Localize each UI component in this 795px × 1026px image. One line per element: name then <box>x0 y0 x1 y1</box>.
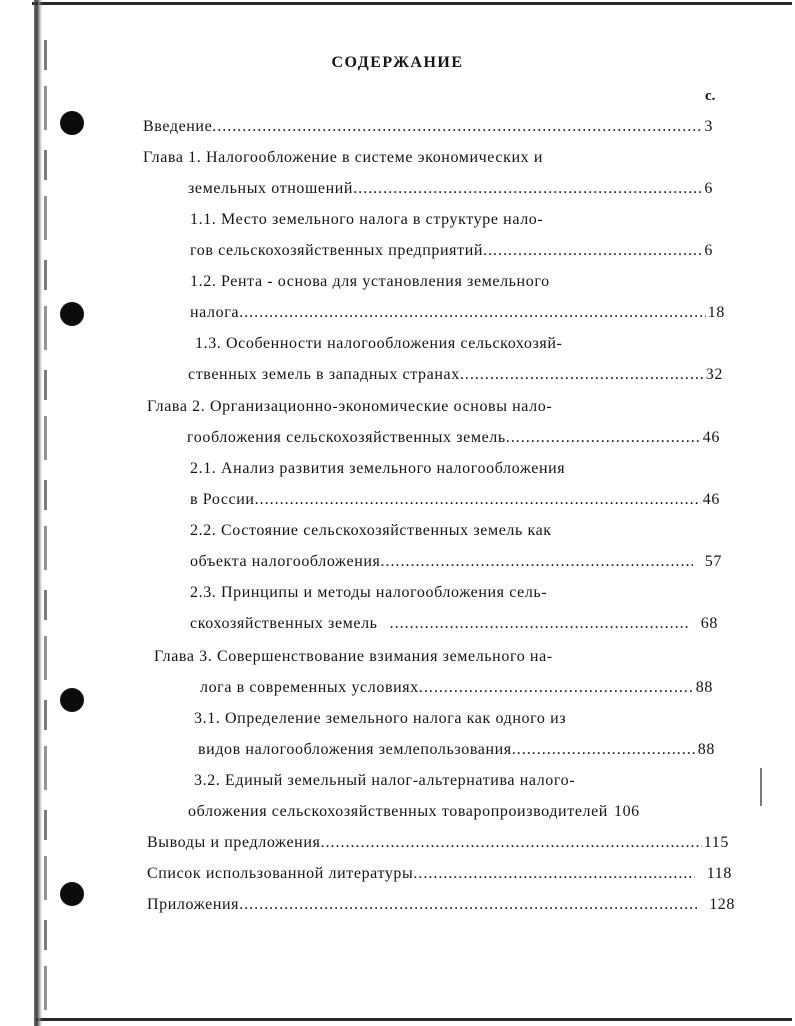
toc-entry-title-cont: гов сельскохозяйственных предприятий <box>190 242 484 259</box>
toc-entry-title: 1.1. Место земельного налога в структуре нало- <box>190 211 544 228</box>
toc-entry-title: Глава 2. Организационно-экономические основы нало- <box>147 398 553 415</box>
toc-page-number: 128 <box>709 896 735 913</box>
toc-page-number: 118 <box>706 865 732 882</box>
toc-entry <box>187 427 720 449</box>
toc-entry-title-cont: в России <box>190 491 255 508</box>
toc-entry-title: 3.1. Определение земельного налога как одного из <box>194 710 567 727</box>
toc-entry <box>147 894 735 916</box>
toc-entry <box>143 116 713 138</box>
toc-entry-title: 1.2. Рента - основа для установления земельного <box>190 273 550 290</box>
leader-dots <box>413 863 694 885</box>
leader-dots <box>353 178 702 200</box>
toc-entry-title: Введение <box>143 118 213 135</box>
toc-page-number: 46 <box>702 491 720 508</box>
punch-hole <box>60 688 84 712</box>
toc-entry-title-cont: видов налогообложения землепользования <box>198 741 512 758</box>
toc-page-number: 6 <box>704 242 713 259</box>
leader-dots <box>255 489 701 511</box>
page-column-label: с. <box>705 88 716 104</box>
leader-dots <box>239 894 697 916</box>
toc-entry <box>147 863 732 885</box>
leader-dots <box>512 739 696 761</box>
toc-page-number: 88 <box>695 679 713 696</box>
page-title: СОДЕРЖАНИЕ <box>331 54 464 71</box>
scan-mark <box>760 768 762 806</box>
toc-entry <box>190 551 722 573</box>
toc-page-number: 32 <box>705 366 723 383</box>
punch-hole <box>60 302 84 326</box>
toc-entry <box>147 832 729 854</box>
scan-bottom-edge <box>36 1018 792 1021</box>
toc-entry <box>198 739 715 761</box>
toc-entry <box>190 240 713 262</box>
leader-dots <box>212 116 702 138</box>
toc-entry <box>190 613 718 635</box>
toc-entry-title: 2.3. Принципы и методы налогообложения сель- <box>190 584 548 601</box>
toc-entry-title-cont: гообложения сельскохозяйственных земель <box>187 429 506 446</box>
toc-entry-title: Глава 3. Совершенствование взимания земельного на- <box>154 648 553 665</box>
leader-dots <box>320 832 701 854</box>
toc-entry-title: Список использованной литературы <box>147 865 414 882</box>
toc-entry-title: Приложения <box>147 896 240 913</box>
punch-hole <box>60 111 84 135</box>
leader-dots <box>419 677 694 699</box>
toc-entry-title: 2.2. Состояние сельскохозяйственных земель как <box>190 522 552 539</box>
toc-entry-title-cont: обложения сельскохозяйственных товаропроизводителей <box>188 803 608 820</box>
toc-entry-title: 2.1. Анализ развития земельного налогообложения <box>190 460 566 477</box>
leader-dots <box>390 613 689 635</box>
scan-binding-marks <box>44 40 47 1020</box>
scan-left-edge <box>34 0 42 1026</box>
toc-entry <box>190 302 725 324</box>
punch-hole <box>60 882 84 906</box>
toc-entry-title-cont: объекта налогообложения <box>190 553 381 570</box>
toc-page-number: 6 <box>704 180 713 197</box>
toc-page-number: 46 <box>702 429 720 446</box>
toc-entry <box>188 801 733 823</box>
toc-entry-title-cont: лога в современных условиях <box>200 679 419 696</box>
toc-entry <box>190 489 720 511</box>
toc-entry-title-cont: земельных отношений <box>188 180 354 197</box>
toc-page-number: 115 <box>703 834 729 851</box>
toc-entry-title-cont: налога <box>190 304 240 321</box>
toc-entry-title-cont: ственных земель в западных странах <box>188 366 460 383</box>
toc-page-number: 57 <box>704 553 722 570</box>
toc-entry-title-cont: скохозяйственных земель <box>190 615 378 632</box>
toc-page-number: 106 <box>613 803 640 820</box>
toc-page-number: 3 <box>704 118 713 135</box>
leader-dots <box>239 302 706 324</box>
toc-entry <box>188 178 713 200</box>
toc-entry-title: Выводы и предложения <box>147 834 321 851</box>
toc-entry <box>188 364 723 386</box>
leader-dots <box>483 240 702 262</box>
leader-dots <box>380 551 692 573</box>
toc-entry-title: Глава 1. Налогообложение в системе экономических и <box>143 149 543 166</box>
toc-page-number: 18 <box>707 304 725 321</box>
toc-entry-title: 1.3. Особенности налогообложения сельскохозяй- <box>195 335 563 352</box>
leader-dots <box>506 427 701 449</box>
toc-page-number: 88 <box>697 741 715 758</box>
toc-page-number: 68 <box>700 615 718 632</box>
toc-entry <box>200 677 713 699</box>
scan-top-edge <box>32 2 792 5</box>
leader-dots <box>460 364 704 386</box>
toc-entry-title: 3.2. Единый земельный налог-альтернатива налого- <box>194 772 576 789</box>
